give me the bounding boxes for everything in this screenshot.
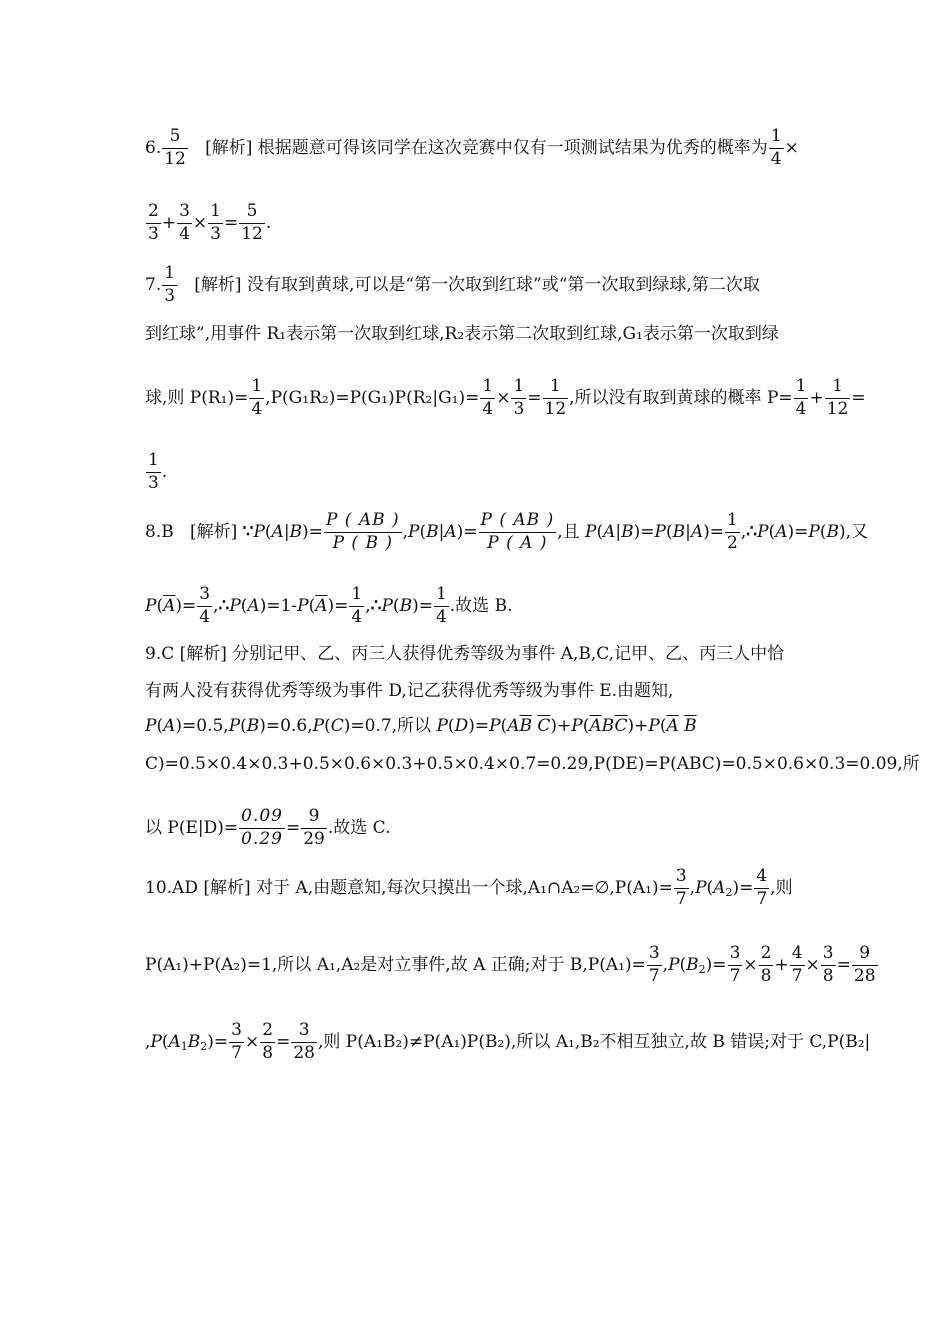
q10-text-b: P(A₁)+P(A₂)=1,所以 A₁,A₂是对立事件,故 A 正确;对于 B,P(A₁)= bbox=[145, 954, 646, 975]
q7-line-2 bbox=[145, 326, 779, 343]
q7-text-c: ,所以没有取到黄球的概率 P= bbox=[569, 387, 793, 408]
q6-analysis-text: [解析] 根据题意可得该同学在这次竞赛中仅有一项测试结果为优秀的概率为 bbox=[205, 137, 768, 158]
frac-num: P ( AB ) bbox=[324, 512, 402, 533]
q7-text-a: 球,则 P(R₁)= bbox=[145, 387, 249, 408]
frac-num: 9 bbox=[301, 808, 327, 829]
q7-answer-denominator: 3 bbox=[164, 285, 176, 306]
q6-answer-numerator: 5 bbox=[162, 128, 188, 149]
q8-line-1: 8.B [解析] ∵P(A|B)= $\frac{P ( AB )}{P ( B )}$ ,P(B|A)= $\frac{P ( AB )}{P ( A )}$ ,且 P(A|B)=P(B|A)= $\frac{1}{2}$ ,∴P(A)=P(B),又 bbox=[145, 510, 868, 553]
frac-num: 2 bbox=[146, 203, 161, 224]
frac-den: 3 bbox=[210, 223, 221, 244]
q6-number: 6. bbox=[145, 137, 162, 158]
frac-num: 3 bbox=[177, 203, 192, 224]
q9-analysis-line-4: C)=0.5×0.4×0.3+0.5×0.6×0.3+0.5×0.4×0.7=0.29,P(DE)=P(ABC)=0.5×0.6×0.3=0.09,所 bbox=[145, 754, 920, 774]
q9-line-3: P(A)=0.5,P(B)=0.6,P(C)=0.7,所以 $P(D)=P(A\overline{B}$ $\overline{C})+P(\overline{A}B\overline{C})+P(\overline{A}$ $\overline{B}$ bbox=[145, 716, 697, 736]
q9-text-a: 以 P(E|D)= bbox=[145, 817, 239, 838]
q7-line-1 bbox=[145, 265, 760, 306]
frac-den: P ( A ) bbox=[487, 532, 548, 553]
q9-line-1 bbox=[145, 646, 784, 663]
q8-line-2: $P(\overline{A})=$ $\frac{3}{4}$ $,\therefore P(A)=1-P(\overline{A})=$ $\frac{1}{4}$ ,∴P(B)= $\frac{1}{4}$ .故选 B. bbox=[145, 584, 513, 627]
q8-number: 8.B bbox=[145, 521, 174, 542]
q9-line-5: 以 P(E|D)= $\frac{0.09}{0.29}$ = $\frac{9}{29}$ .故选 C. bbox=[145, 806, 391, 849]
q10-text-c: ,则 P(A₁B₂)≠P(A₁)P(B₂),所以 A₁,B₂不相互独立,故 B 错误;对于 C,P(B₂| bbox=[317, 1031, 871, 1052]
q10-line-3: $,P(A_1B_2)=$ $\frac{3}{7}$ × $\frac{2}{8}$ = $\frac{3}{28}$ ,则 P(A₁B₂)≠P(A₁)P(B₂),所以 A₁,B₂不相互独立,故 B 错误;对于 C,P(B₂| bbox=[145, 1020, 871, 1063]
q9-line-2 bbox=[145, 683, 673, 700]
q7-line-4: $\frac{1}{3}$ . bbox=[148, 450, 168, 493]
frac-num: 1 bbox=[146, 452, 161, 473]
frac-den: 4 bbox=[770, 148, 782, 169]
frac-den: 0.29 bbox=[241, 828, 283, 849]
frac-num: 1 bbox=[208, 203, 223, 224]
q9-line-4 bbox=[145, 756, 920, 773]
q6-line-1 bbox=[145, 128, 799, 169]
q8-conclusion: .故选 B. bbox=[449, 595, 513, 616]
frac-num: 5 bbox=[239, 203, 265, 224]
q8-tag: [解析] bbox=[189, 521, 238, 542]
q7-line-3: 球,则 P(R₁)= $\frac{1}{4}$ ,P(G₁R₂)=P(G₁)P(R₂|G₁)= $\frac{1}{4}$ × $\frac{1}{3}$ = $\frac{1}{12}$ ,所以没有取到黄球的概率 P= $\frac{1}{4}$ + $\frac{1}{12}$ = bbox=[145, 376, 866, 419]
frac-den: 3 bbox=[148, 223, 159, 244]
q9-analysis-line-2: 有两人没有获得优秀等级为事件 D,记乙获得优秀等级为事件 E.由题知, bbox=[145, 681, 674, 701]
q6-answer-denominator: 12 bbox=[164, 148, 186, 169]
q10-line-1: 10.AD [解析] 对于 A,由题意知,每次只摸出一个球,A₁∩A₂=∅,P(A₁)= $\frac{3}{7}$ $,P(A_2)=$ $\frac{4}{7}$ ,则 bbox=[145, 866, 793, 909]
q10-line-2: P(A₁)+P(A₂)=1,所以 A₁,A₂是对立事件,故 A 正确;对于 B,P(A₁)= $\frac{3}{7}$ $,P(B_2)=$ $\frac{3}{7}$ × $\frac{2}{8}$ + $\frac{4}{7}$ × $\frac{3}{8}$ = $\frac{9}{28}$ bbox=[145, 943, 876, 986]
times-sign: × bbox=[784, 137, 799, 158]
q7-analysis-line-1: [解析] 没有取到黄球,可以是“第一次取到红球”或“第一次取到绿球,第二次取 bbox=[194, 274, 760, 295]
q7-analysis-line-2: 到红球”,用事件 R₁表示第一次取到红球,R₂表示第二次取到红球,G₁表示第一次取到绿 bbox=[145, 324, 779, 344]
q7-number: 7. bbox=[145, 274, 162, 295]
q10-text-a: 10.AD [解析] 对于 A,由题意知,每次只摸出一个球,A₁∩A₂=∅,P(A₁)= bbox=[145, 877, 673, 898]
q6-line-2: $\frac{2}{3}$ + $\frac{3}{4}$ × $\frac{1}{3}$ = $\frac{5}{12}$ . bbox=[148, 201, 272, 244]
frac-den: 3 bbox=[148, 472, 159, 493]
frac-den: P ( B ) bbox=[332, 532, 393, 553]
frac-den: 29 bbox=[303, 828, 325, 849]
q7-answer-numerator: 1 bbox=[162, 265, 177, 286]
frac-den: 4 bbox=[179, 223, 190, 244]
q7-text-b: ,P(G₁R₂)=P(G₁)P(R₂|G₁)= bbox=[265, 387, 480, 408]
q9-analysis-line-1: 9.C [解析] 分别记甲、乙、丙三人获得优秀等级为事件 A,B,C,记甲、乙、丙三人中恰 bbox=[145, 644, 785, 664]
frac-num: 1 bbox=[769, 128, 784, 149]
frac-num: 0.09 bbox=[239, 808, 285, 829]
frac-den: 12 bbox=[241, 223, 263, 244]
q9-conclusion: .故选 C. bbox=[327, 817, 391, 838]
frac-num: P ( AB ) bbox=[479, 512, 557, 533]
